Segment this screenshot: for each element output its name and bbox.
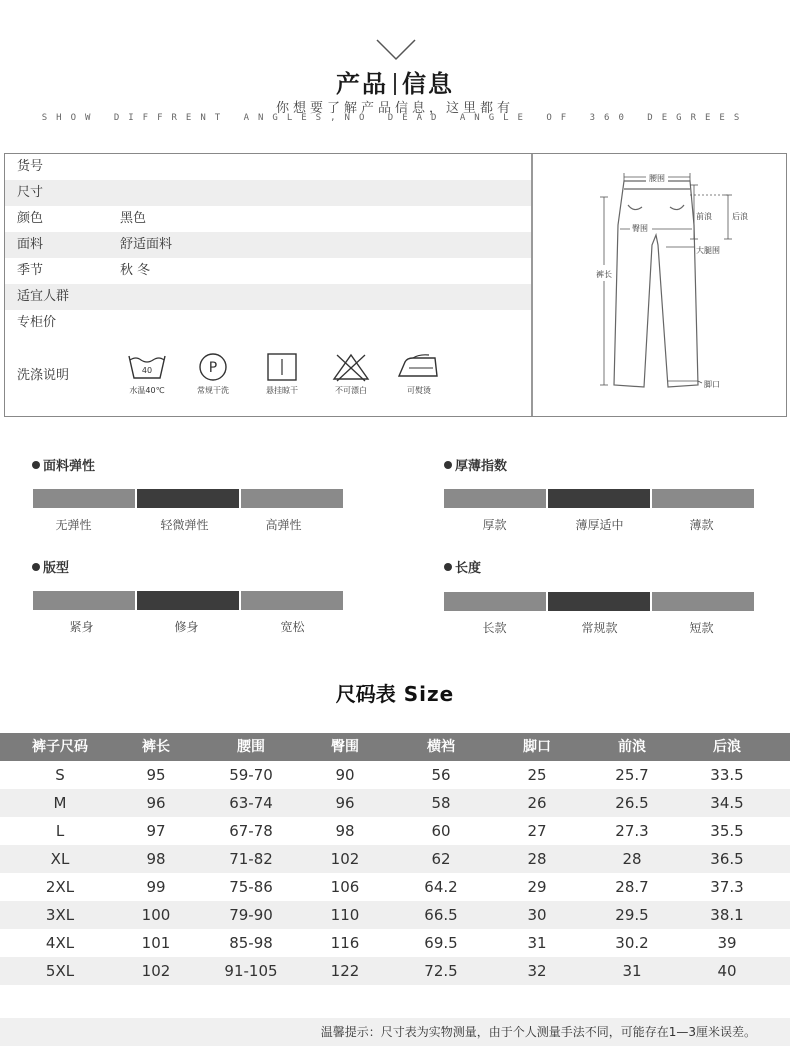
table-cell: 4XL (45, 934, 75, 952)
subtitle-chinese: 你想要了解产品信息，这里都有 (275, 101, 514, 116)
elasticity-title-text: 面料弹性 (43, 459, 96, 474)
table-cell: L (55, 822, 65, 840)
table-cell: 29.5 (615, 906, 649, 924)
table-cell: 75-86 (229, 878, 273, 896)
length-seg-1 (444, 592, 546, 611)
elasticity-option: 无弹性 (55, 518, 92, 532)
subtitle-english: SHOW DIFFRENT ANGLES,NO DEAD ANGLE OF 360 DEGREES (41, 113, 749, 123)
header-cell: 裤子尺码 (32, 739, 88, 755)
page-title (0, 64, 790, 99)
table-cell: 56 (431, 766, 451, 784)
table-cell: 98 (146, 850, 166, 868)
header-cell: 腰围 (237, 739, 265, 755)
size-chart-title-en: Size (403, 682, 455, 706)
info-label: 货号 (17, 159, 44, 174)
table-cell: 27.3 (615, 822, 649, 840)
thickness-option: 薄厚适中 (575, 518, 624, 532)
table-cell: 102 (141, 962, 171, 980)
hem-label: 脚口 (704, 380, 720, 389)
wash-caption: 悬挂晾干 (266, 386, 298, 395)
table-cell: 101 (141, 934, 171, 952)
bullet-dot-icon (444, 461, 452, 469)
thickness-seg-1 (444, 489, 546, 508)
bullet-dot-icon (32, 461, 40, 469)
header-cell: 前浪 (618, 739, 646, 755)
table-cell: 26.5 (615, 794, 649, 812)
table-cell: S (55, 766, 65, 784)
table-cell: 85-98 (229, 934, 273, 952)
header-cell: 裤长 (142, 739, 170, 755)
elasticity-title (32, 455, 95, 474)
table-row (0, 789, 790, 817)
wash-40-icon (117, 352, 177, 396)
table-cell: 110 (330, 906, 360, 924)
table-row (0, 845, 790, 873)
fit-option: 修身 (174, 620, 199, 634)
wash-caption: 常规干洗 (197, 386, 229, 395)
info-label: 面料 (17, 237, 44, 252)
info-label: 专柜价 (17, 315, 57, 330)
thickness-seg-2-selected (548, 489, 650, 508)
size-chart-title (0, 678, 790, 707)
info-label: 季节 (17, 263, 44, 278)
thickness-option: 薄款 (689, 518, 714, 532)
table-cell: M (53, 794, 67, 812)
header-cell: 臀围 (331, 739, 359, 755)
thickness-option: 厚款 (482, 518, 507, 532)
table-cell: 40 (717, 962, 737, 980)
table-cell: 33.5 (710, 766, 744, 784)
info-label: 颜色 (17, 211, 44, 226)
table-row (0, 929, 790, 957)
table-cell: 25.7 (615, 766, 649, 784)
hang-dry-icon (252, 352, 312, 396)
table-cell: 58 (431, 794, 451, 812)
table-cell: 91-105 (224, 962, 278, 980)
table-cell: 32 (527, 962, 547, 980)
table-cell: 30.2 (615, 934, 649, 952)
table-cell: 98 (335, 822, 355, 840)
table-cell: 39 (717, 934, 737, 952)
header-cell: 横裆 (427, 739, 455, 755)
table-cell: 26 (527, 794, 547, 812)
length-seg-3 (652, 592, 754, 611)
fit-seg-3 (241, 591, 343, 610)
table-cell: 102 (330, 850, 360, 868)
info-row-target-group (5, 284, 531, 310)
table-cell: 62 (431, 850, 451, 868)
table-cell: 34.5 (710, 794, 744, 812)
info-value: 黑色 (120, 211, 147, 226)
info-row-fabric (5, 232, 531, 258)
table-cell: 30 (527, 906, 547, 924)
table-cell: 31 (527, 934, 547, 952)
elasticity-option: 高弹性 (265, 518, 302, 532)
table-cell: 27 (527, 822, 547, 840)
info-value: 舒适面料 (120, 237, 173, 252)
title-part-a: 产品 (336, 70, 388, 98)
fit-title (32, 557, 69, 576)
table-cell: 28 (622, 850, 642, 868)
bullet-dot-icon (444, 563, 452, 571)
table-cell: 31 (622, 962, 642, 980)
wash-caption: 可熨烫 (407, 386, 431, 395)
table-cell: 96 (146, 794, 166, 812)
table-cell: 25 (527, 766, 547, 784)
front-rise-label: 前浪 (696, 212, 712, 221)
fit-option: 宽松 (280, 620, 305, 634)
wash-caption: 不可漂白 (335, 386, 367, 395)
info-row-season (5, 258, 531, 284)
fit-option: 紧身 (69, 620, 94, 634)
fit-seg-1 (33, 591, 135, 610)
fit-title-text: 版型 (43, 561, 70, 576)
table-cell: 60 (431, 822, 451, 840)
info-divider (531, 154, 533, 416)
info-row-item-number (5, 154, 531, 180)
table-cell: 90 (335, 766, 355, 784)
bullet-dot-icon (32, 563, 40, 571)
dry-clean-p-icon (183, 352, 243, 396)
size-table-header (0, 733, 790, 761)
wash-instructions-label: 洗涤说明 (17, 368, 70, 383)
table-cell: 28 (527, 850, 547, 868)
table-cell: 38.1 (710, 906, 744, 924)
table-cell: 96 (335, 794, 355, 812)
header-cell: 后浪 (713, 739, 741, 755)
table-cell: 122 (330, 962, 360, 980)
hip-label: 臀围 (632, 224, 648, 233)
info-label: 尺寸 (17, 185, 44, 200)
table-cell: 79-90 (229, 906, 273, 924)
table-cell: 106 (330, 878, 360, 896)
table-cell: 69.5 (424, 934, 458, 952)
table-cell: 95 (146, 766, 166, 784)
measurement-note: 温馨提示：尺寸表为实物测量，由于个人测量手法不同，可能存在1—3厘米误差。 (320, 1025, 756, 1039)
chevron-down-icon (375, 38, 417, 62)
back-rise-label: 后浪 (732, 212, 748, 221)
table-row (0, 957, 790, 985)
table-cell: 5XL (45, 962, 75, 980)
table-cell: 100 (141, 906, 171, 924)
table-cell: 99 (146, 878, 166, 896)
table-cell: 63-74 (229, 794, 273, 812)
table-cell: XL (50, 850, 70, 868)
thickness-title-text: 厚薄指数 (455, 459, 508, 474)
thickness-seg-3 (652, 489, 754, 508)
pants-outline-icon (614, 181, 698, 387)
length-label: 裤长 (596, 270, 612, 279)
table-cell: 64.2 (424, 878, 458, 896)
thickness-title (444, 455, 507, 474)
length-seg-2-selected (548, 592, 650, 611)
table-cell: 67-78 (229, 822, 273, 840)
info-label: 适宜人群 (17, 289, 70, 304)
no-bleach-icon (321, 352, 381, 396)
elasticity-seg-2-selected (137, 489, 239, 508)
length-title (444, 557, 481, 576)
dry-clean-symbol: P (208, 360, 218, 376)
iron-icon (389, 352, 449, 396)
table-cell: 2XL (45, 878, 75, 896)
table-cell: 97 (146, 822, 166, 840)
wash-40-symbol: 40 (141, 366, 153, 375)
waist-label: 腰围 (649, 174, 665, 183)
table-cell: 3XL (45, 906, 75, 924)
length-option: 短款 (689, 621, 714, 635)
info-row-color (5, 206, 531, 232)
elasticity-seg-3 (241, 489, 343, 508)
title-part-b: 信息 (402, 70, 454, 98)
elasticity-option: 轻微弹性 (160, 518, 209, 532)
size-chart-title-cn: 尺码表 (335, 682, 396, 706)
info-row-retail-price (5, 310, 531, 336)
thigh-label: 大腿围 (696, 246, 720, 255)
info-row-size (5, 180, 531, 206)
info-value: 秋 冬 (120, 263, 151, 278)
table-cell: 29 (527, 878, 547, 896)
wash-caption: 水温40℃ (129, 386, 165, 395)
table-row (0, 817, 790, 845)
table-cell: 35.5 (710, 822, 744, 840)
pants-measurement-diagram (534, 155, 786, 415)
table-cell: 36.5 (710, 850, 744, 868)
length-option: 常规款 (581, 621, 618, 635)
title-separator (394, 73, 396, 95)
table-cell: 72.5 (424, 962, 458, 980)
length-title-text: 长度 (455, 561, 482, 576)
table-cell: 59-70 (229, 766, 273, 784)
table-cell: 71-82 (229, 850, 273, 868)
product-info-table (5, 154, 531, 416)
table-row (0, 901, 790, 929)
length-option: 长款 (482, 621, 507, 635)
table-cell: 66.5 (424, 906, 458, 924)
header-cell: 脚口 (523, 739, 551, 755)
table-row (0, 873, 790, 901)
table-cell: 116 (330, 934, 360, 952)
fit-seg-2-selected (137, 591, 239, 610)
table-cell: 37.3 (710, 878, 744, 896)
table-row (0, 761, 790, 789)
table-cell: 28.7 (615, 878, 649, 896)
elasticity-seg-1 (33, 489, 135, 508)
